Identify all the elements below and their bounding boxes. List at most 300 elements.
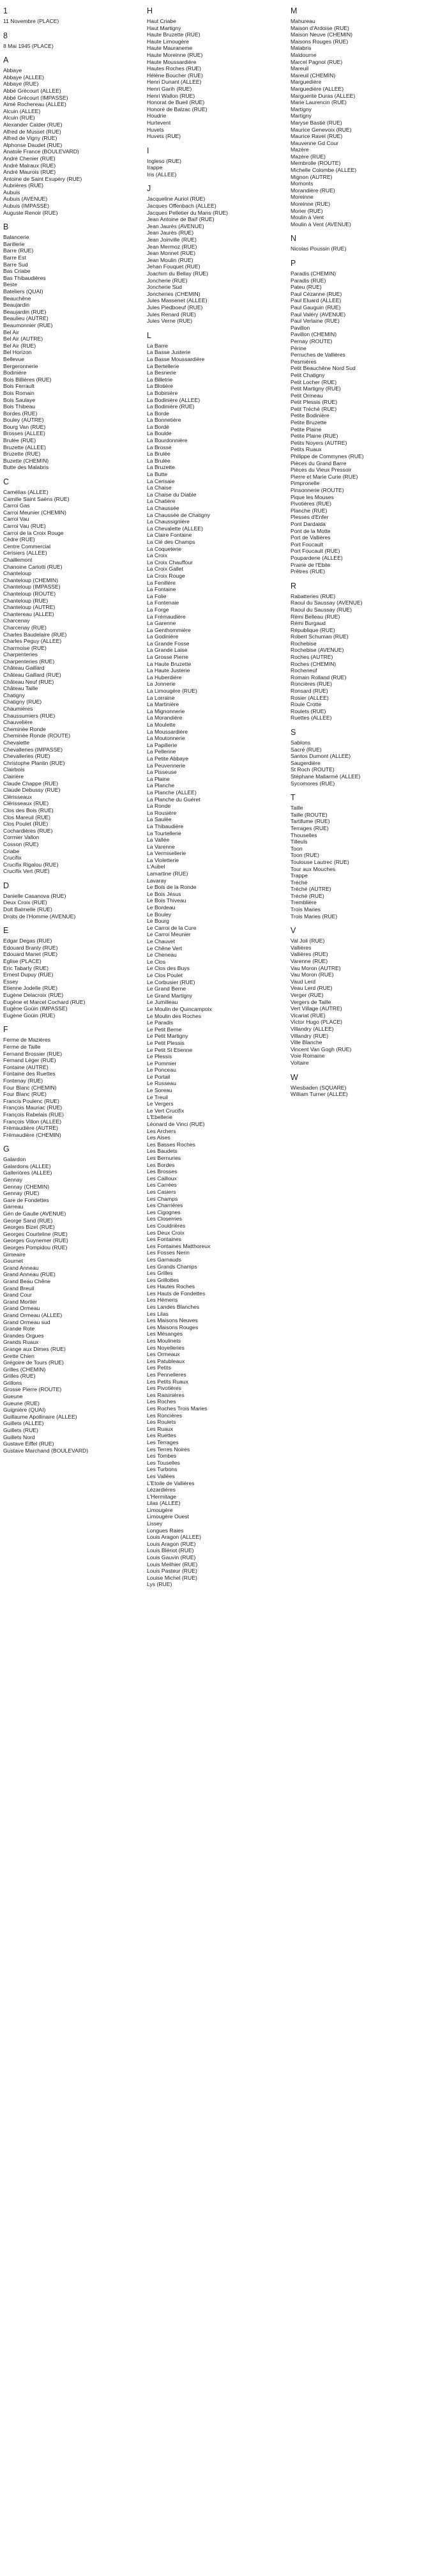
street-name: Les Casiers [147, 1188, 176, 1195]
street-name: Grandes Orgues [3, 1332, 44, 1339]
street-name: Aubrières (RUE) [3, 182, 44, 189]
street-name: Les Deux Croix [147, 1229, 185, 1236]
street-name: La Plaine [147, 775, 170, 782]
street-name: Petite Plaine (RUE) [291, 433, 338, 440]
street-name: Jacqueline Auriol (RUE) [147, 196, 206, 203]
street-name: Roches (AUTRE) [291, 654, 333, 661]
street-name: Jean Mermoz (RUE) [147, 243, 197, 250]
street-name: Georges Pompidou (RUE) [3, 1244, 68, 1251]
street-name: Bois Thibeau [3, 403, 36, 410]
street-name: Anatole France (BOULEVARD) [3, 148, 79, 155]
street-name: Gare de Fondettes [3, 1196, 49, 1203]
street-name: Petit Martigny (RUE) [291, 385, 341, 392]
street-name: Auguste Renoir (RUE) [3, 209, 58, 216]
street-name: La Coqueterie [147, 545, 181, 552]
street-name: Marguedière [291, 79, 322, 86]
street-name: Le Corbusier (RUE) [147, 978, 195, 985]
street-name: La Pisseuse [147, 769, 177, 776]
street-name: Rosier (ALLEE) [291, 694, 329, 701]
street-name: Le Bois de la Ronde [147, 884, 197, 891]
street-list [3, 1037, 140, 1138]
street-name: Les Tombes [147, 1453, 177, 1460]
street-name: Le Carroi Meunier [147, 931, 191, 938]
street-name: Eugène et Marcel Cochard (RUE) [3, 998, 86, 1005]
street-name: Le Grand Martigny [147, 992, 193, 999]
street-list [291, 937, 428, 1066]
street-name: La Petite Abbaye [147, 755, 188, 762]
street-name: Four Blanc (CHEMIN) [3, 1084, 57, 1091]
street-name: Crucifix [3, 854, 22, 861]
letter-section [291, 259, 428, 575]
street-name: Fernand Léger (RUE) [3, 1057, 56, 1064]
street-list [291, 805, 428, 920]
street-name: Les Maisons Rouges [147, 1323, 199, 1330]
street-name: L'Aubel [147, 863, 165, 870]
street-name: Plesses d'Enfer [291, 514, 329, 521]
street-name: Les Cigognes [147, 1208, 181, 1215]
street-name: Martigny [291, 112, 312, 120]
street-name: Gén de Gaulle (AVENUE) [3, 1210, 66, 1217]
street-name: Stéphane Mallarmé (ALLEE) [291, 773, 361, 780]
street-name: Petit Beauchêne Nord Sud [291, 365, 356, 372]
street-name: La Folie [147, 592, 167, 599]
street-name: Les Grands Champs [147, 1263, 197, 1270]
section-letter-heading: P [291, 259, 296, 268]
street-name: Les Grillottes [147, 1276, 179, 1283]
street-name: La Lorraine [147, 694, 175, 701]
street-name: Guillets Nord [3, 1433, 35, 1440]
street-name: Moulin à Vent (AVENUE) [291, 220, 351, 228]
street-name: La Croix Gallet [147, 566, 183, 573]
street-name: Le Moulin de Quincampoix [147, 1005, 212, 1012]
street-name: Le Clos Poulet [147, 971, 183, 978]
street-name: Bouley (AUTRE) [3, 417, 44, 424]
street-name: Paradis (RUE) [291, 277, 326, 284]
street-name: Chanteloup (CHEMIN) [3, 576, 58, 583]
street-name: Victor Hugo (PLACE) [291, 1019, 343, 1026]
street-name: Thouselles [291, 831, 317, 838]
street-name: Camélias (ALLEE) [3, 489, 49, 496]
street-name: La Claire Fontaine [147, 532, 192, 539]
street-list [3, 489, 140, 875]
street-name: La Brulée [147, 457, 170, 464]
street-name: Vallières (RUE) [291, 951, 328, 958]
street-name: Petite Bodinière [291, 412, 329, 419]
street-name: Voie Romaine [291, 1053, 325, 1060]
street-name: Maurice Genevoix (RUE) [291, 126, 352, 133]
street-name: Paradis (CHEMIN) [291, 270, 336, 277]
street-name: Le Russeau [147, 1080, 176, 1087]
street-name: Galleriòres (ALLEE) [3, 1169, 52, 1176]
street-name: La Papillerie [147, 741, 178, 748]
street-name: La Grosse Pierre [147, 654, 188, 661]
street-name: Georges Courteline (RUE) [3, 1230, 68, 1237]
street-name: L'Etoile de Vallières [147, 1479, 195, 1486]
street-name: Jules Verne (RUE) [147, 318, 193, 325]
street-name: Edgar Degas (RUE) [3, 937, 52, 945]
street-name: Haute Moreinne (RUE) [147, 51, 203, 58]
street-name: La Croix Rouge [147, 572, 185, 579]
street-name: La Bertellerie [147, 362, 179, 369]
street-list [3, 18, 140, 25]
street-name: Les Pennelleres [147, 1371, 186, 1378]
street-name: Périne [291, 344, 306, 351]
street-name: Les Basses Roches [147, 1141, 195, 1148]
street-name: Vert Village (AUTRE) [291, 1005, 342, 1012]
street-name: La Morandière [147, 714, 183, 721]
street-name: Charpenteries [3, 651, 38, 658]
letter-section [3, 31, 140, 50]
street-name: Mahureau [291, 18, 315, 24]
street-name: Villandry (ALLEE) [291, 1025, 334, 1032]
street-name: Jehan Fouquet (RUE) [147, 263, 200, 270]
street-name: Léonard de Vinci (RUE) [147, 1121, 205, 1128]
street-name: Gimeaire [3, 1251, 26, 1258]
street-name: Les Champs [147, 1195, 178, 1202]
street-name: Château Gaillard (RUE) [3, 672, 61, 679]
street-name: Pernay (ROUTE) [291, 337, 333, 344]
street-name: Georges Bizet (RUE) [3, 1224, 55, 1231]
section-letter-heading: B [3, 222, 9, 232]
street-name: Tréché (AUTRE) [291, 886, 331, 893]
street-name: Marguerite Duras (ALLEE) [291, 92, 356, 99]
street-name: Petit Tréché (RUE) [291, 405, 337, 412]
street-name: Bois Saulaye [3, 396, 36, 403]
street-name: Haute Limougère [147, 38, 189, 45]
street-name: Jean Jaurès (RUE) [147, 229, 194, 236]
street-name: Barre Sud [3, 261, 28, 268]
street-name: Raoul du Saussay (AVENUE) [291, 599, 363, 606]
street-name: Ferme de Mazières [3, 1037, 51, 1044]
street-name: Buzette (CHEMIN) [3, 457, 49, 464]
street-name: Galardons (ALLEE) [3, 1162, 51, 1169]
street-name: Pesmières [291, 358, 317, 365]
street-name: Les Raisinières [147, 1391, 185, 1398]
street-name: Les Noyelleries [147, 1344, 185, 1351]
street-name: La Mignonnerie [147, 707, 185, 714]
street-name: La Garenne [147, 620, 176, 627]
street-name: Abbé Grécourt (ALLEE) [3, 87, 61, 94]
street-name: Pavillon [291, 324, 310, 331]
street-name: La Bruzette [147, 464, 175, 471]
section-letter-heading: T [291, 793, 296, 803]
street-name: Joncherie Sud [147, 284, 182, 291]
street-name: Brosses (ALLEE) [3, 430, 45, 437]
street-name: Claude Chappe (RUE) [3, 780, 58, 787]
street-name: Eric Tabarly (RUE) [3, 964, 49, 971]
street-name: Le Cheneau [147, 952, 177, 959]
street-name: Grilles (RUE) [3, 1373, 36, 1380]
letter-section [291, 6, 428, 228]
street-name: Le Clos des Buys [147, 965, 190, 972]
street-name: Marie Laurencin (RUE) [291, 99, 347, 106]
street-name: Edouard Branly (RUE) [3, 944, 58, 951]
street-name: Chaumières [3, 706, 33, 713]
street-name: Clairière [3, 773, 24, 780]
street-name: La Varenne [147, 843, 175, 850]
street-name: Grand Cour [3, 1292, 32, 1299]
street-name: Le Ponceau [147, 1067, 176, 1074]
street-name: Bel Air (AUTRE) [3, 335, 43, 343]
street-name: Rémi Belleau (RUE) [291, 613, 340, 620]
street-name: Marguedière (ALLEE) [291, 85, 344, 92]
street-name: Charmoise (RUE) [3, 644, 47, 651]
street-name: Bois Ferrault [3, 383, 34, 390]
street-list [147, 18, 284, 140]
street-name: Le Bouley [147, 911, 172, 918]
street-name: Centre Commercial [3, 543, 51, 550]
street-name: Santos Dumont (ALLEE) [291, 753, 351, 760]
street-name: Brulée (RUE) [3, 437, 36, 444]
letter-section [291, 234, 428, 252]
section-letter-heading: 1 [3, 6, 8, 15]
street-name: Chanteloup (AUTRE) [3, 604, 56, 611]
street-name: Hautes Roches (RUE) [147, 65, 202, 72]
street-name: Maryse Bastié (RUE) [291, 119, 342, 126]
street-name: Les Brosses [147, 1168, 178, 1175]
street-name: Alcuin (RUE) [3, 114, 35, 121]
street-list [291, 18, 428, 228]
street-name: Membrolle (ROUTE) [291, 160, 341, 167]
street-name: Vaud Lerd [291, 978, 316, 985]
street-name: Fernand Brossier (RUE) [3, 1050, 63, 1057]
section-letter-heading: V [291, 926, 296, 936]
street-name: Aubuis (AVENUE) [3, 196, 48, 203]
street-name: La Tourtellerie [147, 829, 181, 837]
street-name: Grosse Pierre (ROUTE) [3, 1386, 62, 1393]
street-name: 11 Novembre (PLACE) [3, 18, 59, 24]
street-name: Jules Massenet (ALLEE) [147, 297, 208, 304]
street-name: Château Gaillard [3, 665, 45, 672]
street-name: Essey [3, 978, 19, 985]
street-name: Huvets (RUE) [147, 133, 181, 140]
street-name: Fontaine (AUTRE) [3, 1063, 49, 1070]
street-name: Haute Moussardière [147, 58, 197, 65]
street-name: La Pellerine [147, 748, 176, 755]
street-name: Cèdre (RUE) [3, 536, 35, 543]
section-letter-heading: F [3, 1025, 8, 1035]
street-name: Sycomores (RUE) [291, 780, 335, 787]
street-name: Les Fontaines Matthoreux [147, 1242, 211, 1249]
street-name: Galardon [3, 1156, 26, 1163]
section-letter-heading: E [3, 926, 9, 936]
letter-section [291, 1073, 428, 1098]
street-list [291, 270, 428, 575]
street-name: Les Mésanges [147, 1330, 183, 1338]
street-name: Les Fosses Nerin [147, 1249, 190, 1256]
street-name: La Bordé [147, 423, 169, 430]
street-name: La Chaise [147, 484, 172, 491]
street-name: Tilleuls [291, 838, 308, 845]
section-letter-heading: J [147, 184, 151, 194]
street-name: Chauvelière [3, 719, 33, 726]
letter-section [291, 926, 428, 1066]
street-name: La Saulée [147, 816, 172, 823]
section-letter-heading: I [147, 146, 149, 155]
street-name: Hélène Boucher (RUE) [147, 72, 203, 79]
street-name: Les Bordes [147, 1161, 175, 1168]
letter-section [3, 477, 140, 875]
index-column-3 [291, 6, 428, 1098]
street-name: La Moutonnerie [147, 735, 185, 742]
street-name: Droits de l'Homme (AVENUE) [3, 913, 76, 920]
street-name: Abbaye (ALLEE) [3, 73, 45, 81]
street-name: Robert Schuman (RUE) [291, 633, 349, 640]
street-name: La Besnerie [147, 369, 176, 376]
street-name: Le Treuil [147, 1093, 168, 1100]
street-name: Rocheneuf [291, 667, 317, 674]
street-name: Jean Antoine de Baïf (RUE) [147, 216, 215, 223]
street-name: Chanteloup (IMPASSE) [3, 583, 61, 590]
street-name: Chatigny (RUE) [3, 698, 42, 706]
street-name: André Chenier (RUE) [3, 155, 56, 162]
street-name: Le Petit Berne [147, 1026, 182, 1033]
street-name: Iris (ALLEE) [147, 171, 177, 178]
street-name: Cormier Vallon [3, 834, 40, 841]
street-name: Les Roches Trois Maries [147, 1405, 208, 1412]
street-name: La Barre [147, 342, 168, 349]
street-name: Chanoine Carlotti (RUE) [3, 563, 63, 570]
letter-section [3, 926, 140, 1019]
street-name: Cochardières (RUE) [3, 827, 53, 834]
section-letter-heading: M [291, 6, 298, 15]
street-name: Les Ormeaux [147, 1351, 180, 1358]
street-name: Haute Bruzette (RUE) [147, 31, 200, 38]
street-name: Beaulieu (AUTRE) [3, 315, 49, 322]
street-name: Malabris [291, 45, 312, 52]
street-name: Beste [3, 281, 17, 288]
street-name: Chaillemont [3, 556, 33, 563]
street-name: La Martinière [147, 701, 179, 708]
street-name: Christophe Plantin (RUE) [3, 759, 65, 766]
street-name: Ruettes (ALLEE) [291, 714, 332, 721]
street-name: Château Taille [3, 685, 38, 692]
street-name: Vincent Van Gogh (RUE) [291, 1045, 352, 1053]
street-name: Les Garnauds [147, 1256, 181, 1263]
street-name: Grand Breuil [3, 1284, 34, 1292]
street-name: Pimpronelle [291, 480, 320, 487]
street-name: Grette Chien [3, 1352, 34, 1359]
street-name: Wiesbaden (SQUARE) [291, 1084, 347, 1091]
street-name: La Bodinière (RUE) [147, 403, 195, 410]
street-name: Ingleso (RUE) [147, 157, 181, 164]
street-name: Grand Anneau (RUE) [3, 1271, 56, 1278]
street-name: Les Moulinets [147, 1338, 181, 1345]
street-name: Frémaudière (CHEMIN) [3, 1131, 61, 1138]
street-name: La Grande Laise [147, 647, 188, 654]
street-name: Prairie de l'Ebite [291, 561, 331, 568]
street-name: Carroi Vau [3, 516, 29, 523]
street-name: Jean Joinville (RUE) [147, 236, 197, 243]
street-name: Verger (RUE) [291, 992, 324, 998]
street-name: Les Fontaines [147, 1236, 181, 1243]
street-name: Prêtres (RUE) [291, 568, 325, 575]
street-name: Pique les Mouses [291, 493, 334, 500]
letter-section [3, 6, 140, 25]
street-name: Butte des Malabris [3, 464, 49, 471]
street-name: Rabatteries (RUE) [291, 592, 336, 599]
street-name: Gustave Eiffel (RUE) [3, 1440, 54, 1447]
street-name: Fontenay (RUE) [3, 1077, 43, 1084]
street-name: Limougère Ouest [147, 1513, 189, 1520]
street-name: Cerisiers (ALLEE) [3, 550, 47, 557]
street-name: Grande Rote [3, 1325, 35, 1332]
street-name: Chaussumiers (RUE) [3, 712, 56, 719]
street-name: Les Charrières [147, 1202, 183, 1209]
street-name: Clérisseaux (RUE) [3, 800, 49, 807]
street-name: Morier (RUE) [291, 207, 323, 214]
street-name: Tréché (RUE) [291, 892, 324, 899]
section-letter-heading: H [147, 6, 153, 15]
street-name: Perruches de Vallières [291, 351, 345, 359]
street-name: Bois Billières (RUE) [3, 376, 52, 383]
street-name: Etienne Jodelle (RUE) [3, 985, 58, 992]
street-name: Château Neuf (RUE) [3, 678, 54, 685]
street-name: Huvets [147, 126, 164, 133]
street-list [147, 158, 284, 178]
street-name: La Godinière [147, 633, 179, 640]
street-name: Guillets (ALLEE) [3, 1420, 44, 1427]
street-name: Gueune [3, 1393, 23, 1400]
street-name: Longues Raies [147, 1527, 184, 1534]
street-name: Toon [291, 845, 303, 852]
section-letter-heading: N [291, 234, 297, 243]
street-name: La Huberdière [147, 674, 182, 681]
street-name: Bodinière [3, 369, 27, 376]
street-name: Pierre et Marie Curie (RUE) [291, 473, 358, 480]
street-name: Les Aises [147, 1134, 170, 1141]
street-name: Ernest Dupuy (RUE) [3, 971, 54, 978]
street-name: Guillaume Apollinaire (ALLEE) [3, 1413, 77, 1420]
street-name: Petit Plessis (RUE) [291, 399, 338, 406]
street-name: La Chaussée [147, 505, 179, 511]
street-name: Moreinne (RUE) [291, 201, 331, 208]
street-name: Maisons Rouges (RUE) [291, 38, 349, 45]
street-name: La Clé des Champs [147, 538, 195, 545]
street-name: Les Turbons [147, 1466, 178, 1473]
street-name: Lavaray [147, 877, 167, 884]
street-name: Les Petits [147, 1364, 171, 1371]
street-name: Jules Piedboeuf (RUE) [147, 304, 203, 311]
street-name: Beaumonnier (RUE) [3, 321, 53, 328]
street-name: La Chaise du Diable [147, 491, 197, 498]
street-name: La Brosse [147, 443, 172, 451]
letter-section [291, 582, 428, 721]
street-name: La Chaussignière [147, 518, 190, 525]
street-name: La Planche du Guéret [147, 796, 200, 803]
street-name: La Jonnerie [147, 681, 176, 688]
street-list [3, 234, 140, 471]
street-name: Edouard Manet (RUE) [3, 951, 58, 958]
street-name: Cheminée Ronde [3, 725, 46, 732]
letter-section [291, 728, 428, 787]
street-name: Bel Air (RUE) [3, 342, 36, 349]
street-name: Chanteloup (RUE) [3, 597, 49, 604]
street-name: Petit Ormeau [291, 392, 323, 399]
street-name: Les Pivotières [147, 1385, 181, 1392]
street-name: Le Carroi de la Cure [147, 924, 197, 931]
street-name: Maurice Ravel (RUE) [291, 133, 343, 140]
street-name: L'Hermitage [147, 1493, 177, 1500]
street-name: Louis Meilhier (RUE) [147, 1561, 198, 1568]
street-name: Le Bordeau [147, 904, 176, 911]
street-name: Le Petit Plessis [147, 1039, 185, 1046]
street-name: Maison d'Ardoise (RUE) [291, 24, 349, 31]
street-name: Honorat de Bueil (RUE) [147, 99, 205, 106]
street-list [3, 893, 140, 920]
street-name: Le Vert Crucifix [147, 1107, 185, 1114]
section-letter-heading: G [3, 1145, 10, 1154]
